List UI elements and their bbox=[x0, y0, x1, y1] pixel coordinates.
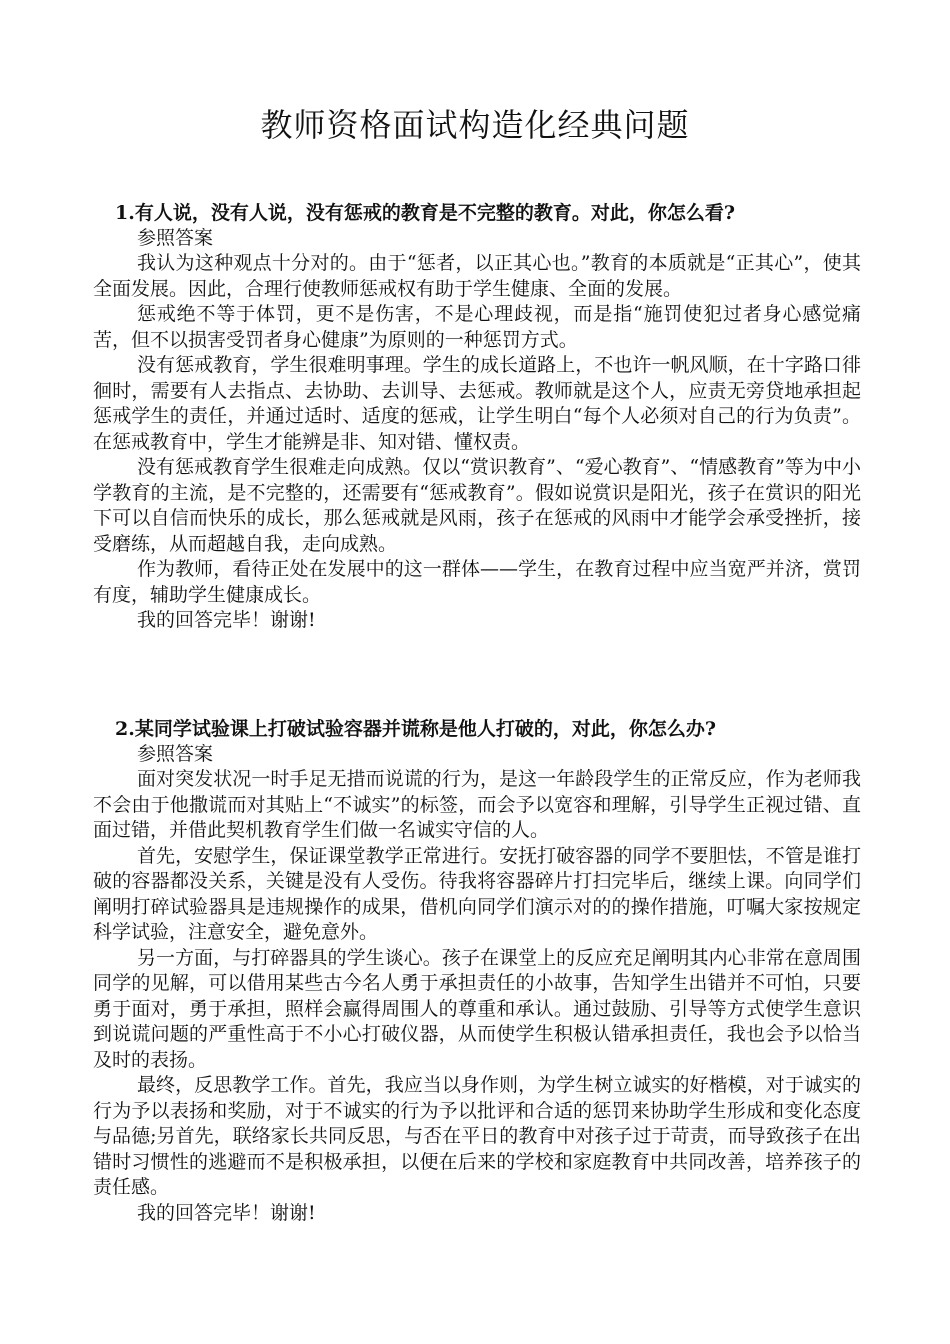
answer-paragraph: 面对突发状况一时手足无措而说谎的行为，是这一年龄段学生的正常反应，作为老师我不会由于他撒谎而对其贴上“不诚实”的标签，而会予以宽容和理解，引导学生正视过错、直面过错，并借此契机教育学生们做一名诚实守信的人。 bbox=[93, 768, 861, 841]
answer-paragraph: 没有惩戒教育，学生很难明事理。学生的成长道路上，不也许一帆风顺，在十字路口徘徊时，需要有人去指点、去协助、去训导、去惩戒。教师就是这个人，应责无旁贷地承担起惩戒学生的责任，并通过适时、适度的惩戒，让学生明白“每个人必须对自己的行为负责”。在惩戒教育中，学生才能辨是非、知对错、懂权责。 bbox=[93, 354, 861, 453]
closing-line: 我的回答完毕！谢谢! bbox=[137, 1201, 316, 1224]
question-heading: 2.某同学试验课上打破试验容器并谎称是他人打破的，对此，你怎么办? bbox=[115, 718, 716, 740]
document-title: 教师资格面试构造化经典问题 bbox=[260, 106, 690, 144]
answer-paragraph: 作为教师，看待正处在发展中的这一群体——学生，在教育过程中应当宽严并济，赏罚有度，辅助学生健康成长。 bbox=[93, 558, 861, 606]
question-heading: 1.有人说，没有人说，没有惩戒的教育是不完整的教育。对此，你怎么看? bbox=[115, 202, 735, 224]
answer-paragraph: 惩戒绝不等于体罚，更不是伤害，不是心理歧视，而是指“施罚使犯过者身心感觉痛苦，但不以损害受罚者身心健康”为原则的一种惩罚方式。 bbox=[93, 303, 861, 351]
question-section-1 bbox=[93, 201, 861, 634]
question-section-2 bbox=[93, 717, 861, 1226]
answer-label: 参照答案 bbox=[137, 743, 214, 765]
answer-paragraph: 另一方面，与打碎器具的学生谈心。孩子在课堂上的反应充足阐明其内心非常在意周围同学的见解，可以借用某些古今名人勇于承担责任的小故事，告知学生出错并不可怕，只要勇于面对，勇于承担，照样会赢得周围人的尊重和承认。通过鼓励、引导等方式使学生意识到说谎问题的严重性高于不小心打破仪器，从而使学生积极认错承担责任，我也会予以恰当及时的表扬。 bbox=[93, 946, 861, 1071]
answer-paragraph: 最终，反思教学工作。首先，我应当以身作则，为学生树立诚实的好楷模，对于诚实的行为予以表扬和奖励，对于不诚实的行为予以批评和合适的惩罚来协助学生形成和变化态度与品德;另首先，联络家长共同反思，与否在平日的教育中对孩子过于苛责，而导致孩子在出错时习惯性的逃避而不是积极承担，以便在后来的学校和家庭教育中共同改善，培养孩子的责任感。 bbox=[93, 1074, 861, 1198]
answer-label: 参照答案 bbox=[137, 227, 214, 249]
answer-paragraph: 我认为这种观点十分对的。由于“惩者，以正其心也。”教育的本质就是“正其心”，使其全面发展。因此，合理行使教师惩戒权有助于学生健康、全面的发展。 bbox=[93, 252, 861, 300]
closing-line: 我的回答完毕！谢谢! bbox=[137, 609, 316, 631]
answer-paragraph: 没有惩戒教育学生很难走向成熟。仅以“赏识教育”、“爱心教育”、“情感教育”等为中小学教育的主流，是不完整的，还需要有“惩戒教育”。假如说赏识是阳光，孩子在赏识的阳光下可以自信而快乐的成长，那么惩戒就是风雨，孩子在惩戒的风雨中才能学会承受挫折，接受磨练，从而超越自我，走向成熟。 bbox=[93, 456, 861, 555]
answer-paragraph: 首先，安慰学生，保证课堂教学正常进行。安抚打破容器的同学不要胆怯，不管是谁打破的容器都没关系，关键是没有人受伤。待我将容器碎片打扫完毕后，继续上课。向同学们阐明打碎试验器具是违规操作的成果，借机向同学们演示对的的操作措施，叮嘱大家按规定科学试验，注意安全，避免意外。 bbox=[93, 844, 861, 943]
